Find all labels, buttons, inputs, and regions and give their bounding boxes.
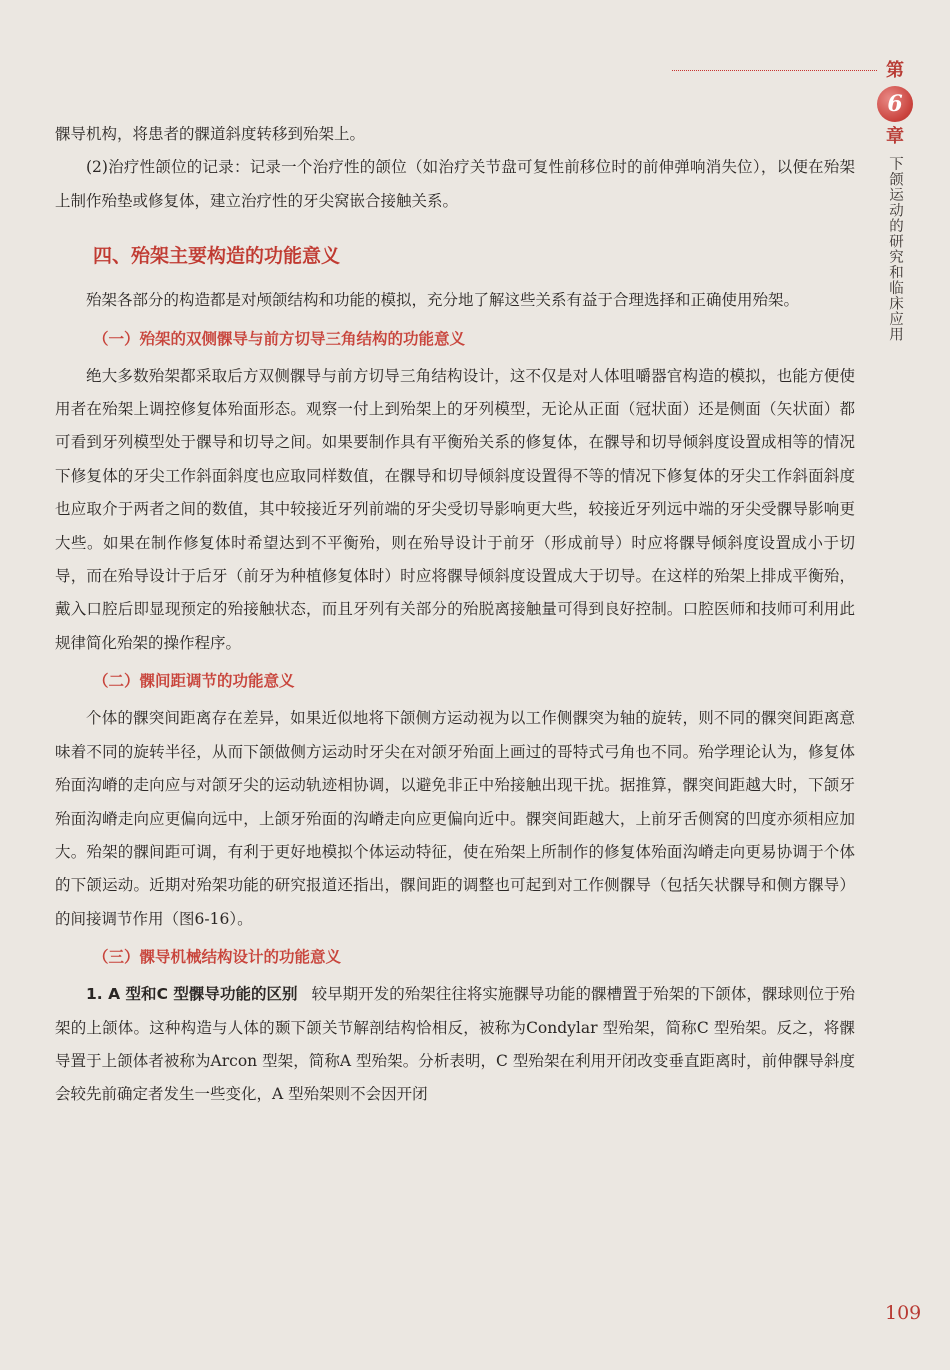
page-content	[55, 118, 855, 1112]
subheading-1: （一）殆架的双侧髁导与前方切导三角结构的功能意义	[93, 329, 466, 348]
chapter-prefix: 第	[886, 60, 904, 81]
paragraph-condylar-guide-types	[55, 978, 855, 1112]
paragraph-therapeutic-position: (2)治疗性颌位的记录：记录一个治疗性的颌位（如治疗关节盘可复性前移位时的前伸弹响消失位），以便在殆架上制作殆垫或修复体，建立治疗性的牙尖窝嵌合接触关系。	[55, 158, 855, 210]
paragraph-text: 较早期开发的殆架往往将实施髁导功能的髁槽置于殆架的下颌体，髁球则位于殆架的上颌体。这种构造与人体的颞下颌关节解剖结构恰相反，被称为Condylar 型殆架，简称C 型殆架。反之，将髁导置于上颌体者被称为Arcon 型架，简称A 型殆架。分析表明，C 型殆架在利用开闭改变垂直距离时，前伸髁导斜度会较先前确定者发生一些变化，A 型殆架则不会因开闭	[55, 985, 856, 1104]
chapter-subtitle: 下颌运动的研究和临床应用	[887, 156, 903, 342]
page-number: 109	[885, 1302, 922, 1324]
chapter-suffix: 章	[886, 126, 904, 147]
subheading-2: （二）髁间距调节的功能意义	[93, 672, 295, 691]
section-heading-4: 四、殆架主要构造的功能意义	[93, 245, 341, 268]
paragraph-section-intro: 殆架各部分的构造都是对颅颌结构和功能的模拟，充分地了解这些关系有益于合理选择和正确使用殆架。	[86, 291, 800, 310]
paragraph-continuation: 髁导机构，将患者的髁道斜度转移到殆架上。	[55, 125, 366, 143]
subheading-3: （三）髁导机械结构设计的功能意义	[93, 948, 342, 967]
header-dotted-rule	[672, 70, 877, 71]
run-in-heading: 1. A 型和C 型髁导功能的区别	[86, 985, 298, 1004]
chapter-tab	[873, 60, 917, 342]
paragraph-triangle-structure: 绝大多数殆架都采取后方双侧髁导与前方切导三角结构设计，这不仅是对人体咀嚼器官构造的模拟，也能方便使用者在殆架上调控修复体殆面形态。观察一付上到殆架上的牙列模型，无论从正面（冠状面）还是侧面（矢状面）都可看到牙列模型处于髁导和切导之间。如果要制作具有平衡殆关系的修复体，在髁导和切导倾斜度设置成相等的情况下修复体的牙尖工作斜面斜度也应取同样数值，在髁导和切导倾斜度设置得不等的情况下修复体的牙尖工作斜面斜度也应取介于两者之间的数值，其中较接近牙列前端的牙尖受切导影响更大些，较接近牙列远中端的牙尖受髁导影响更大些。如果在制作修复体时希望达到不平衡殆，则在殆导设计于前牙（形成前导）时应将髁导倾斜度设置成小于切导，而在殆导设计于后牙（前牙为种植修复体时）时应将髁导倾斜度设置成大于切导。在这样的殆架上排成平衡殆，戴入口腔后即显现预定的殆接触状态，而且牙列有关部分的殆脱离接触量可得到良好控制。口腔医师和技师可利用此规律简化殆架的操作程序。	[55, 366, 855, 652]
paragraph-intercondylar-distance: 个体的髁突间距离存在差异，如果近似地将下颌侧方运动视为以工作侧髁突为轴的旋转，则不同的髁突间距离意味着不同的旋转半径，从而下颌做侧方运动时牙尖在对颌牙殆面上画过的哥特式弓角也不同。殆学理论认为，修复体殆面沟嵴的走向应与对颌牙尖的运动轨迹相协调，以避免非正中殆接触出现干扰。据推算，髁突间距越大时，下颌牙殆面沟嵴走向应更偏向远中，上颌牙殆面的沟嵴走向应更偏向近中。髁突间距越大，上前牙舌侧窝的凹度亦须相应加大。殆架的髁间距可调，有利于更好地模拟个体运动特征，使在殆架上所制作的修复体殆面沟嵴走向更易协调于个体的下颌运动。近期对殆架功能的研究报道还指出，髁间距的调整也可起到对工作侧髁导（包括矢状髁导和侧方髁导）的间接调节作用（图6-16）。	[55, 709, 855, 928]
chapter-number-badge: 6	[877, 86, 913, 122]
